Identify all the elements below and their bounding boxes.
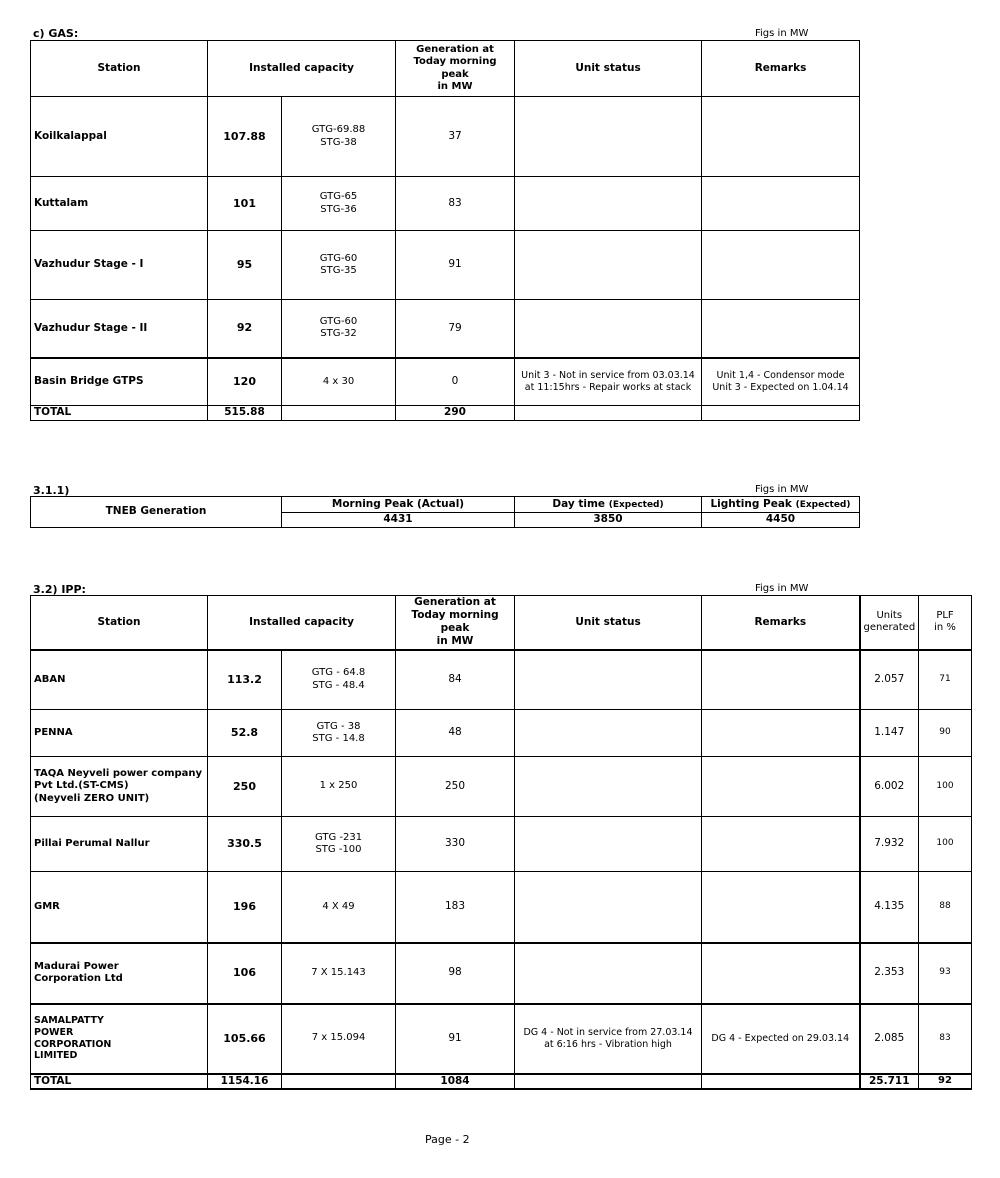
ipp-row [31, 757, 972, 817]
ipp-total-units: 25.711 [860, 1074, 919, 1089]
ipp-remarks [702, 943, 860, 1004]
tneb-lighting-value: 4450 [702, 513, 860, 528]
gas-generation: 0 [396, 358, 515, 406]
ipp-row [31, 872, 972, 943]
ipp-header-remarks: Remarks [702, 596, 860, 650]
gas-row [31, 358, 860, 406]
ipp-row [31, 943, 972, 1004]
ipp-config: GTG -231 STG -100 [282, 817, 396, 872]
ipp-remarks [702, 757, 860, 817]
gas-total-empty [702, 406, 860, 421]
gas-generation: 37 [396, 97, 515, 177]
gas-row [31, 177, 860, 231]
ipp-header-installed: Installed capacity [208, 596, 396, 650]
ipp-unit-status [515, 650, 702, 710]
ipp-station-name: ABAN [31, 650, 208, 710]
ipp-plf: 71 [919, 650, 972, 710]
ipp-header-unit-status: Unit status [515, 596, 702, 650]
ipp-header-units: Units generated [860, 596, 919, 650]
gas-total-empty [282, 406, 396, 421]
ipp-config: 4 X 49 [282, 872, 396, 943]
ipp-remarks [702, 710, 860, 757]
gas-station-name: Basin Bridge GTPS [31, 358, 208, 406]
ipp-header-row [31, 596, 972, 650]
gas-capacity: 107.88 [208, 97, 282, 177]
gas-total-row [31, 406, 860, 421]
gas-station-name: Koilkalappal [31, 97, 208, 177]
ipp-total-empty [282, 1074, 396, 1089]
ipp-station-name: Madurai Power Corporation Ltd [31, 943, 208, 1004]
ipp-station-name: SAMALPATTY POWER CORPORATION LIMITED [31, 1004, 208, 1074]
ipp-unit-status [515, 872, 702, 943]
page-number: Page - 2 [425, 1133, 470, 1146]
ipp-generation: 91 [396, 1004, 515, 1074]
ipp-row [31, 710, 972, 757]
gas-table [30, 40, 860, 421]
tneb-lighting-title: Lighting Peak [710, 497, 792, 510]
gas-config: GTG-60 STG-35 [282, 231, 396, 300]
ipp-units: 4.135 [860, 872, 919, 943]
ipp-units: 2.353 [860, 943, 919, 1004]
ipp-config: 7 X 15.143 [282, 943, 396, 1004]
gas-remarks [702, 97, 860, 177]
gas-section-label: c) GAS: [33, 27, 79, 40]
gas-config: GTG-65 STG-36 [282, 177, 396, 231]
ipp-units: 2.057 [860, 650, 919, 710]
gas-header-remarks: Remarks [702, 41, 860, 97]
ipp-total-row [31, 1074, 972, 1089]
ipp-total-capacity: 1154.16 [208, 1074, 282, 1089]
gas-capacity: 101 [208, 177, 282, 231]
ipp-header-station: Station [31, 596, 208, 650]
ipp-station-name: PENNA [31, 710, 208, 757]
tneb-day-title: Day time [552, 497, 606, 510]
gas-capacity: 95 [208, 231, 282, 300]
ipp-total-empty [702, 1074, 860, 1089]
gas-remarks [702, 300, 860, 358]
gas-station-name: Vazhudur Stage - II [31, 300, 208, 358]
gas-unit-status [515, 300, 702, 358]
ipp-config: 1 x 250 [282, 757, 396, 817]
ipp-capacity: 196 [208, 872, 282, 943]
gas-generation: 79 [396, 300, 515, 358]
tneb-day-value: 3850 [515, 513, 702, 528]
ipp-total-empty [515, 1074, 702, 1089]
ipp-unit-status [515, 757, 702, 817]
tneb-morning-value: 4431 [282, 513, 515, 528]
tneb-day-expected: (Expected) [608, 499, 664, 510]
ipp-header-generation: Generation at Today morning peak in MW [396, 596, 515, 650]
ipp-unit-status: DG 4 - Not in service from 27.03.14 at 6:16 hrs - Vibration high [515, 1004, 702, 1074]
ipp-unit-status [515, 943, 702, 1004]
ipp-row [31, 817, 972, 872]
gas-config: GTG-60 STG-32 [282, 300, 396, 358]
gas-row [31, 231, 860, 300]
tneb-lighting-expected: (Expected) [795, 499, 851, 510]
gas-total-label: TOTAL [31, 406, 208, 421]
gas-total-capacity: 515.88 [208, 406, 282, 421]
gas-total-generation: 290 [396, 406, 515, 421]
tneb-lighting-header [702, 497, 860, 513]
ipp-remarks [702, 817, 860, 872]
gas-unit-status: Unit 3 - Not in service from 03.03.14 at 11:15hrs - Repair works at stack [515, 358, 702, 406]
ipp-total-generation: 1084 [396, 1074, 515, 1089]
gas-header-installed: Installed capacity [208, 41, 396, 97]
gas-unit-status [515, 97, 702, 177]
ipp-station-name: Pillai Perumal Nallur [31, 817, 208, 872]
ipp-remarks [702, 872, 860, 943]
gas-station-name: Kuttalam [31, 177, 208, 231]
ipp-plf: 100 [919, 817, 972, 872]
ipp-station-name: TAQA Neyveli power company Pvt Ltd.(ST-CMS) (Neyveli ZERO UNIT) [31, 757, 208, 817]
gas-remarks [702, 231, 860, 300]
ipp-unit-status [515, 817, 702, 872]
gas-header-station: Station [31, 41, 208, 97]
ipp-header-plf: PLF in % [919, 596, 972, 650]
gas-config: GTG-69.88 STG-38 [282, 97, 396, 177]
gas-remarks [702, 177, 860, 231]
gas-header-row [31, 41, 860, 97]
ipp-generation: 183 [396, 872, 515, 943]
ipp-total-label: TOTAL [31, 1074, 208, 1089]
ipp-capacity: 105.66 [208, 1004, 282, 1074]
tneb-section-label: 3.1.1) [33, 484, 70, 497]
gas-header-unit-status: Unit status [515, 41, 702, 97]
gas-total-empty [515, 406, 702, 421]
ipp-config: 7 x 15.094 [282, 1004, 396, 1074]
gas-row [31, 300, 860, 358]
ipp-units: 2.085 [860, 1004, 919, 1074]
gas-remarks: Unit 1,4 - Condensor mode Unit 3 - Expected on 1.04.14 [702, 358, 860, 406]
ipp-plf: 100 [919, 757, 972, 817]
ipp-units: 7.932 [860, 817, 919, 872]
ipp-row [31, 1004, 972, 1074]
ipp-plf: 93 [919, 943, 972, 1004]
tneb-figs-note: Figs in MW [755, 484, 809, 495]
tneb-header-row [31, 497, 860, 513]
ipp-generation: 250 [396, 757, 515, 817]
ipp-generation: 48 [396, 710, 515, 757]
ipp-generation: 98 [396, 943, 515, 1004]
ipp-station-name: GMR [31, 872, 208, 943]
tneb-table [30, 496, 860, 528]
tneb-day-header [515, 497, 702, 513]
gas-unit-status [515, 231, 702, 300]
ipp-section-label: 3.2) IPP: [33, 583, 86, 596]
ipp-plf: 88 [919, 872, 972, 943]
ipp-capacity: 52.8 [208, 710, 282, 757]
ipp-row [31, 650, 972, 710]
ipp-plf: 90 [919, 710, 972, 757]
ipp-total-plf: 92 [919, 1074, 972, 1089]
ipp-unit-status [515, 710, 702, 757]
ipp-units: 1.147 [860, 710, 919, 757]
ipp-generation: 330 [396, 817, 515, 872]
gas-capacity: 120 [208, 358, 282, 406]
ipp-capacity: 250 [208, 757, 282, 817]
ipp-table [30, 595, 972, 1090]
ipp-config: GTG - 64.8 STG - 48.4 [282, 650, 396, 710]
tneb-label: TNEB Generation [31, 497, 282, 528]
ipp-remarks: DG 4 - Expected on 29.03.14 [702, 1004, 860, 1074]
ipp-capacity: 330.5 [208, 817, 282, 872]
gas-generation: 83 [396, 177, 515, 231]
ipp-figs-note: Figs in MW [755, 583, 809, 594]
gas-capacity: 92 [208, 300, 282, 358]
gas-figs-note: Figs in MW [755, 28, 809, 39]
ipp-generation: 84 [396, 650, 515, 710]
gas-config: 4 x 30 [282, 358, 396, 406]
ipp-plf: 83 [919, 1004, 972, 1074]
gas-header-generation: Generation at Today morning peak in MW [396, 41, 515, 97]
ipp-config: GTG - 38 STG - 14.8 [282, 710, 396, 757]
ipp-capacity: 106 [208, 943, 282, 1004]
gas-row [31, 97, 860, 177]
ipp-remarks [702, 650, 860, 710]
ipp-capacity: 113.2 [208, 650, 282, 710]
tneb-morning-header: Morning Peak (Actual) [282, 497, 515, 513]
gas-station-name: Vazhudur Stage - I [31, 231, 208, 300]
gas-unit-status [515, 177, 702, 231]
gas-generation: 91 [396, 231, 515, 300]
ipp-units: 6.002 [860, 757, 919, 817]
